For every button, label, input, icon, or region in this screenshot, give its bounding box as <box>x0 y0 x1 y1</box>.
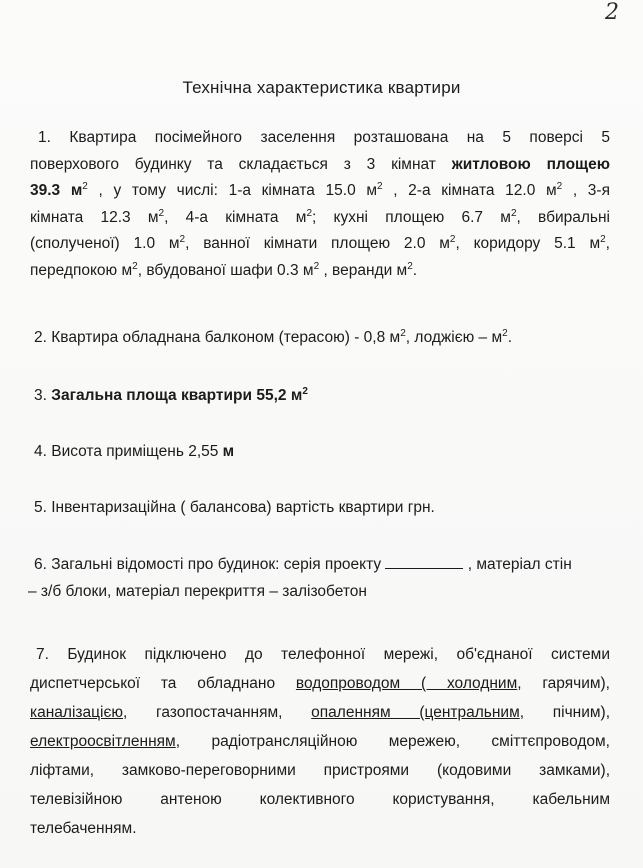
sup: 2 <box>158 207 165 219</box>
p1-room-4: , 4-а кімната м <box>164 208 307 226</box>
hot-water-supply: , гарячим), <box>517 675 610 692</box>
central-heating: опаленням (центральним <box>311 704 520 721</box>
p7-line-1-text: 7. Будинок підключено до телефонної мережі, об'єднаної системи <box>36 646 610 663</box>
sup: 2 <box>502 327 508 339</box>
p2-period: . <box>507 329 513 346</box>
sup: 2 <box>377 180 383 192</box>
balcony-area: 2. Квартира обладнана балконом (терасою) - 0,8 м <box>34 329 401 346</box>
p7-line-2 <box>30 669 610 698</box>
p7-line-6: телевізійною антеною колективного користування, кабельним <box>30 791 610 808</box>
sup: 2 <box>449 233 456 245</box>
project-series-blank <box>385 554 463 569</box>
sup: 2 <box>302 385 308 397</box>
sup: 2 <box>313 260 320 272</box>
p1-line-4 <box>30 205 610 232</box>
paragraph-3 <box>34 383 614 410</box>
p1-unit: м <box>60 182 83 199</box>
sup: 2 <box>510 207 517 219</box>
p7-line-2-text: диспетчерської та обладнано <box>30 675 296 692</box>
p1-room-2: , 2-а кімната 12.0 м <box>382 182 557 199</box>
sup: 2 <box>82 180 88 192</box>
p7-line-3 <box>30 698 610 727</box>
gas-supply: , газопостачанням, <box>123 704 312 721</box>
stove-heating: , пічним), <box>519 704 611 721</box>
p1-hallway: передпокою м <box>30 261 133 279</box>
loggia-area: , лоджією – м <box>405 329 503 346</box>
p7-line-5: ліфтами, замково-переговорними пристроями (кодовими замками), <box>30 762 610 779</box>
p1-room-1: , у тому числі: 1-а кімната 15.0 м <box>87 182 378 199</box>
p1-period: . <box>412 261 418 279</box>
p7-line-1 <box>30 640 610 669</box>
handwritten-page-number: 2 <box>605 0 619 25</box>
sup: 2 <box>600 233 606 245</box>
p7-line-4 <box>30 727 610 756</box>
sup: 2 <box>132 260 138 272</box>
p1-bathroom: , ванної кімнати площею 2.0 м <box>185 235 450 252</box>
p1-room-3-label: , 3-я <box>562 182 610 199</box>
document-title: Технічна характеристика квартири <box>182 78 461 97</box>
p1-corridor: , коридору 5.1 м <box>455 235 601 252</box>
p1-wardrobe: , вбудованої шафи 0.3 м <box>137 261 314 279</box>
p1-toilet-label: , вбиральні <box>516 208 610 226</box>
p1-line-6 <box>30 258 610 285</box>
sup: 2 <box>179 233 186 245</box>
paragraph-1 <box>30 125 610 284</box>
electricity: електроосвітленням <box>30 733 176 750</box>
paragraph-5 <box>34 495 614 522</box>
radio-garbage: , радіотрансляційною мережею, сміттєпроводом, <box>175 733 610 750</box>
sup: 2 <box>407 260 413 272</box>
paragraph-6 <box>28 552 612 605</box>
ceiling-height: 4. Висота приміщень 2,55 <box>34 443 223 460</box>
p3-number: 3. <box>34 387 52 404</box>
p1-line-1 <box>30 125 610 152</box>
p1-toilet: (сполученої) 1.0 м <box>30 235 180 252</box>
p1-kitchen: ; кухні площею 6.7 м <box>312 208 511 226</box>
sup: 2 <box>306 207 312 219</box>
living-area-label: житловою площею <box>451 155 610 173</box>
sup: 2 <box>400 327 406 339</box>
p6-line-2: – з/б блоки, матеріал перекриття – залізобетон <box>28 582 367 600</box>
paragraph-4 <box>34 439 614 466</box>
sup: 2 <box>556 180 563 192</box>
p1-line-5 <box>30 231 610 258</box>
total-area: Загальна площа квартири 55,2 м <box>51 387 303 404</box>
p1-line-1-text: 1. Квартира посімейного заселення розташована на 5 поверсі 5 <box>38 129 610 146</box>
p1-room-3: кімната 12.3 м <box>30 208 159 226</box>
project-series-label: 6. Загальні відомості про будинок: серія проекту <box>34 556 386 573</box>
p1-line-3 <box>30 178 610 205</box>
sewerage: каналізацією <box>30 704 123 721</box>
p1-line-2 <box>30 152 610 179</box>
ceiling-height-unit: м <box>222 443 235 460</box>
paragraph-2 <box>34 325 614 352</box>
p1-veranda: , веранди м <box>319 261 408 279</box>
p6-line-1 <box>34 552 612 579</box>
wall-material-label: , матеріал стін <box>463 556 572 573</box>
p1-comma: , <box>605 235 610 252</box>
cold-water-supply: водопроводом ( холодним <box>295 675 518 692</box>
inventory-value: 5. Інвентаризаційна ( балансова) вартість квартири грн. <box>34 499 435 516</box>
p1-line-2-text: поверхового будинку та складається з 3 кімнат <box>30 155 436 173</box>
living-area-value: 39.3 <box>30 182 61 199</box>
paragraph-7 <box>30 640 610 843</box>
p7-line-7: телебаченням. <box>30 820 137 837</box>
